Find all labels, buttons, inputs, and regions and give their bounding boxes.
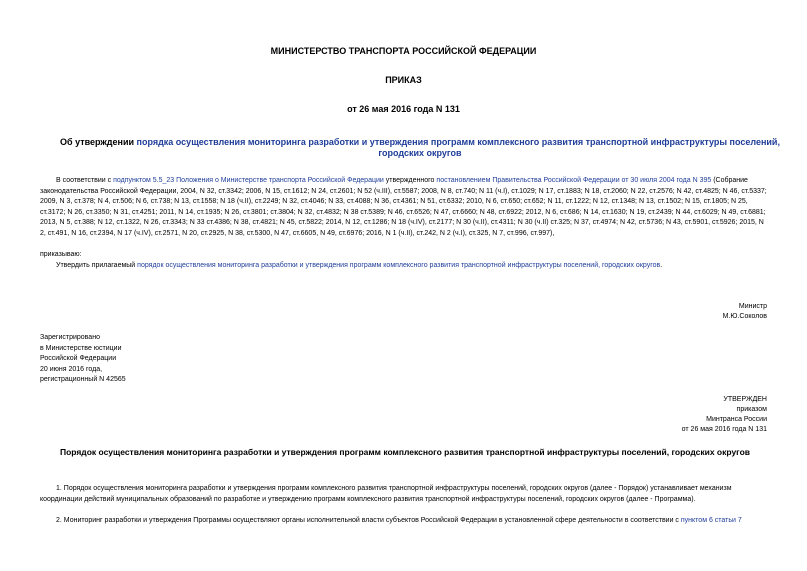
procedure-paragraph-2: [40, 516, 768, 527]
registration-block: [40, 333, 126, 386]
prikazyvayu-label: приказываю:: [40, 251, 82, 258]
registration-line-2: в Министерстве юстиции: [40, 344, 122, 352]
signature-block: [723, 302, 767, 322]
registration-line-4: 20 июня 2016 года,: [40, 365, 103, 373]
title-prefix: Об утверждении: [60, 137, 137, 147]
order-date-number: от 26 мая 2016 года N 131: [347, 104, 460, 114]
procedure-paragraph-1: 1. Порядок осуществления мониторинга разработки и утверждения программ комплексного развития транспортной инфраструктуры поселений, городских округов (далее - Порядок) устанавливает механизм координации действий муниципальных образований по разработке и утверждению программ комплексного развития транспортной инфраструктуры поселений, городских округов (далее - Программа).: [40, 485, 732, 503]
preamble-link-subclause[interactable]: подпунктом 5.5_23 Положения о Министерстве транспорта Российской Федерации: [113, 177, 384, 184]
registration-line-3: Российской Федерации: [40, 355, 117, 363]
preamble-text-2: утвержденного: [383, 177, 437, 184]
preamble-text-3: (Собрание законодательства Российской Федерации, 2004, N 32, ст.3342; 2006, N 15, ст.1612; N 24, ст.2601; N 52 (ч.III), ст.5587; 2008, N 8, ст.740; N 11 (ч.I), ст.1029; N 17, ст.1883; N 18, ст.2060; N 22, ст.2576; N 42, ст.4825; N 46, ст.5337; 2009, N 3, ст.378; N 4, ст.506; N 6, ст.738; N 13, ст.1558; N 18 (ч.II), ст.2249; N 32, ст.4046; N 33, ст.4088; N 36, ст.4361; N 51, ст.6332; 2010, N 6, ст.650; ст.652; N 11, ст.1222; N 12, ст.1348; N 13, ст.1502; N 15, ст.1805; N 25, ст.3172; N 26, ст.3350; N 31, ст.4251; 2011, N 14, ст.1935; N 26, ст.3801; ст.3804; N 32, ст.4832; N 38 ст.5389; N 46, ст.6526; N 47, ст.6660; N 48, ст.6922; 2012, N 6, ст.686; N 14, ст.1630; N 19, ст.2439; N 44, ст.6029; N 49, ст.6881; 2013, N 5, ст.388; N 12, ст.1322, N 26, ст.3343; N 33 ст.4386; N 38, ст.4821; N 45, ст.5822; 2014, N 12, ст.1286; N 18 (ч.IV), ст.2177; N 30 (ч.II), ст.4311; N 30 (ч.II) ст.325; N 37, ст.4974; N 42, ст.5736; N 43, ст.5901, ст.5926; 2015, N 2, ст.491, N 16, ст.2394, N 17 (ч.IV), ст.2571, N 20, ст.2925, N 38, ст.5300, N 47, ст.6605, N 49, ст.6976; 2016, N 1 (ч.II), ст.242, N 2 (ч.I), ст.325, N 7, ст.996, ст.997),: [40, 177, 767, 237]
preamble-text-1: В соответствии с: [56, 177, 114, 184]
preamble-link-resolution[interactable]: постановлением Правительства Российской Федерации от 30 июля 2004 года N 395: [436, 177, 712, 184]
procedure-p2-text: 2. Мониторинг разработки и утверждения Программы осуществляют органы исполнительной власти субъектов Российской Федерации в установленной сфере деятельности в соответствии с: [56, 517, 681, 524]
approval-line-3: Минтранса России: [706, 416, 767, 423]
procedure-p2-link[interactable]: пунктом 6 статьи 7: [680, 517, 742, 524]
approval-block: [682, 395, 767, 435]
order-clause: [56, 261, 768, 272]
order-text-1: Утвердить прилагаемый: [56, 262, 138, 269]
ministry-heading: МИНИСТЕРСТВО ТРАНСПОРТА РОССИЙСКОЙ ФЕДЕРАЦИИ: [270, 46, 537, 56]
approval-line-2: приказом: [736, 406, 767, 413]
signature-name: М.Ю.Соколов: [722, 313, 767, 320]
document-title: [40, 137, 800, 159]
registration-line-1: Зарегистрировано: [40, 334, 100, 341]
title-link[interactable]: порядка осуществления мониторинга разработки и утверждения программ комплексного развития транспортной инфраструктуры поселений, городских округов: [136, 137, 780, 158]
registration-line-5: регистрационный N 42565: [40, 376, 126, 384]
order-link-procedure[interactable]: порядок осуществления мониторинга разработки и утверждения программ комплексного развития транспортной инфраструктуры поселений, городских округов: [137, 262, 661, 269]
order-text-2: .: [660, 262, 663, 269]
preamble-paragraph: [40, 176, 768, 240]
procedure-title: Порядок осуществления мониторинга разработки и утверждения программ комплексного развития транспортной инфраструктуры поселений, городских округов: [59, 447, 751, 457]
approval-line-4: от 26 мая 2016 года N 131: [681, 426, 767, 433]
signature-position: Министр: [738, 303, 767, 310]
approval-line-1: УТВЕРЖДЕН: [723, 396, 767, 403]
order-type-heading: ПРИКАЗ: [385, 75, 422, 85]
